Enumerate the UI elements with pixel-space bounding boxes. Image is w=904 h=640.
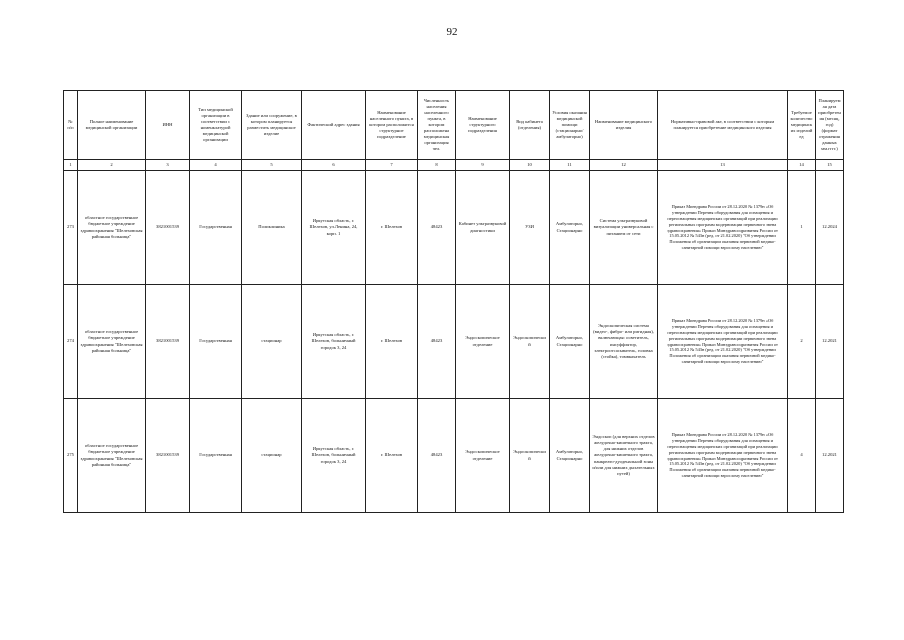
- table-row: [64, 399, 844, 513]
- column-header: Полное наименование медицинской организации: [78, 91, 146, 160]
- inn-cell: 3821001539: [146, 171, 190, 285]
- population-cell: 48423: [418, 285, 456, 399]
- org-type-cell: Государственная: [190, 171, 242, 285]
- table-header: [64, 91, 844, 171]
- column-header: Нормативно-правовой акт, в соответствии с которым планируется приобретение медицинского изделия: [658, 91, 788, 160]
- unit-cell: Кабинет ультразвуковой диагностики: [456, 171, 510, 285]
- population-cell: 48423: [418, 171, 456, 285]
- page-number: 92: [446, 26, 458, 38]
- column-header: Вид кабинета (отделения): [510, 91, 550, 160]
- cabinet-cell: УЗИ: [510, 171, 550, 285]
- column-number: 1: [64, 160, 78, 171]
- inn-cell: 3821001539: [146, 285, 190, 399]
- unit-cell: Эндоскопическое отделение: [456, 285, 510, 399]
- address-cell: Иркутская область, г. Шелехов, больничный городок 3, 24: [302, 399, 366, 513]
- device-cell: Эндоскоп (для верхних отделов желудочно-кишечного тракта, для нижних отделов желудочно-кишечного тракта, панкреато-дуоденальной зоны и/или для нижних дыхательных путей): [590, 399, 658, 513]
- row-number-cell: 274: [64, 285, 78, 399]
- conditions-cell: Амбулаторно, Стационарно: [550, 285, 590, 399]
- equipment-table: [63, 90, 844, 513]
- unit-cell: Эндоскопическое отделение: [456, 399, 510, 513]
- column-header: Требуемое количество медицинских изделий ед: [788, 91, 816, 160]
- quantity-cell: 2: [788, 285, 816, 399]
- organization-cell: областное государственное бюджетное учреждение здравоохранения "Шелеховская районная больница": [78, 285, 146, 399]
- column-header: Здание или сооружение, в котором планируется разместить медицинское изделие: [242, 91, 302, 160]
- regulation-cell: Приказ Минздрава России от 28.12.2020 № 1379н «Об утверждении Перечня оборудования для оснащения и переоснащения медицинских организаций при реализации региональных программ модернизации первичного звена здравоохранения» Приказ Минздравсоцразвития России от 15.05.2012 № 543н (ред. от 21.02.2020) "Об утверждении Положения об организации оказания первичной медико-санитарной помощи взрослому населению": [658, 171, 788, 285]
- column-number: 7: [366, 160, 418, 171]
- column-header: Условия оказания медицинской помощи (стационарно/амбулаторно): [550, 91, 590, 160]
- column-number: 15: [816, 160, 844, 171]
- row-number-cell: 273: [64, 171, 78, 285]
- column-header: № п/п: [64, 91, 78, 160]
- quantity-cell: 4: [788, 399, 816, 513]
- inn-cell: 3821001539: [146, 399, 190, 513]
- header-row: [64, 91, 844, 160]
- table-row: [64, 171, 844, 285]
- organization-cell: областное государственное бюджетное учреждение здравоохранения "Шелеховская районная больница": [78, 399, 146, 513]
- column-number: 3: [146, 160, 190, 171]
- column-number: 2: [78, 160, 146, 171]
- date-cell: 12.2024: [816, 171, 844, 285]
- date-cell: 12.2021: [816, 399, 844, 513]
- column-number: 12: [590, 160, 658, 171]
- org-type-cell: Государственная: [190, 399, 242, 513]
- table-row: [64, 285, 844, 399]
- address-cell: Иркутская область, г. Шелехов, ул.Ленина, 24, корп. 1: [302, 171, 366, 285]
- column-header: Наименование структурного подразделения: [456, 91, 510, 160]
- column-number: 14: [788, 160, 816, 171]
- conditions-cell: Амбулаторно, Стационарно: [550, 171, 590, 285]
- locality-cell: г. Шелехов: [366, 285, 418, 399]
- column-header: Тип медицинской организации в соответствии с номенклатурой медицинской организации: [190, 91, 242, 160]
- column-header: Фактический адрес здания: [302, 91, 366, 160]
- column-header: Численность населения населенного пункта, в котором расположена медицинская организация чел.: [418, 91, 456, 160]
- column-number: 13: [658, 160, 788, 171]
- column-number-row: [64, 160, 844, 171]
- locality-cell: г. Шелехов: [366, 171, 418, 285]
- organization-cell: областное государственное бюджетное учреждение здравоохранения "Шелеховская районная больница": [78, 171, 146, 285]
- column-number: 8: [418, 160, 456, 171]
- row-number-cell: 275: [64, 399, 78, 513]
- cabinet-cell: Эндоскопический: [510, 285, 550, 399]
- column-header: Наименование медицинского изделия: [590, 91, 658, 160]
- cabinet-cell: Эндоскопический: [510, 399, 550, 513]
- column-number: 6: [302, 160, 366, 171]
- device-cell: Система ультразвуковой визуализации универсальная с питанием от сети: [590, 171, 658, 285]
- column-number: 5: [242, 160, 302, 171]
- column-number: 9: [456, 160, 510, 171]
- column-number: 10: [510, 160, 550, 171]
- column-header: Наименование населенного пункта, в котором расположится структурное подразделение: [366, 91, 418, 160]
- quantity-cell: 1: [788, 171, 816, 285]
- date-cell: 12.2021: [816, 285, 844, 399]
- regulation-cell: Приказ Минздрава России от 28.12.2020 № 1379н «Об утверждении Перечня оборудования для оснащения и переоснащения медицинских организаций при реализации региональных программ модернизации первичного звена здравоохранения» Приказ Минздравсоцразвития России от 15.05.2012 № 543н (ред. от 21.02.2020) "Об утверждении Положения об организации оказания первичной медико-санитарной помощи взрослому населению": [658, 285, 788, 399]
- table-body: [64, 171, 844, 513]
- column-number: 11: [550, 160, 590, 171]
- building-cell: Поликлиника: [242, 171, 302, 285]
- building-cell: стационар: [242, 285, 302, 399]
- org-type-cell: Государственная: [190, 285, 242, 399]
- column-header: Планируемая дата приобретения (месяц, год) (формат отражения данных мм.гггг.): [816, 91, 844, 160]
- column-number: 4: [190, 160, 242, 171]
- device-cell: Эндоскопическая система (видео-, фибро- или ригидная), включающая: осветитель, инсуффлятор, электроотсасыватель, головка (стойка), томвкахатель: [590, 285, 658, 399]
- regulation-cell: Приказ Минздрава России от 28.12.2020 № 1379н «Об утверждении Перечня оборудования для оснащения и переоснащения медицинских организаций при реализации региональных программ модернизации первичного звена здравоохранения» Приказ Минздравсоцразвития России от 15.05.2012 № 543н (ред. от 21.02.2020) "Об утверждении Положения об организации оказания первичной медико-санитарной помощи взрослому населению": [658, 399, 788, 513]
- building-cell: стационар: [242, 399, 302, 513]
- column-header: ИНН: [146, 91, 190, 160]
- locality-cell: г. Шелехов: [366, 399, 418, 513]
- population-cell: 48423: [418, 399, 456, 513]
- address-cell: Иркутская область, г. Шелехов, больничный городок 3, 24: [302, 285, 366, 399]
- conditions-cell: Амбулаторно, Стационарно: [550, 399, 590, 513]
